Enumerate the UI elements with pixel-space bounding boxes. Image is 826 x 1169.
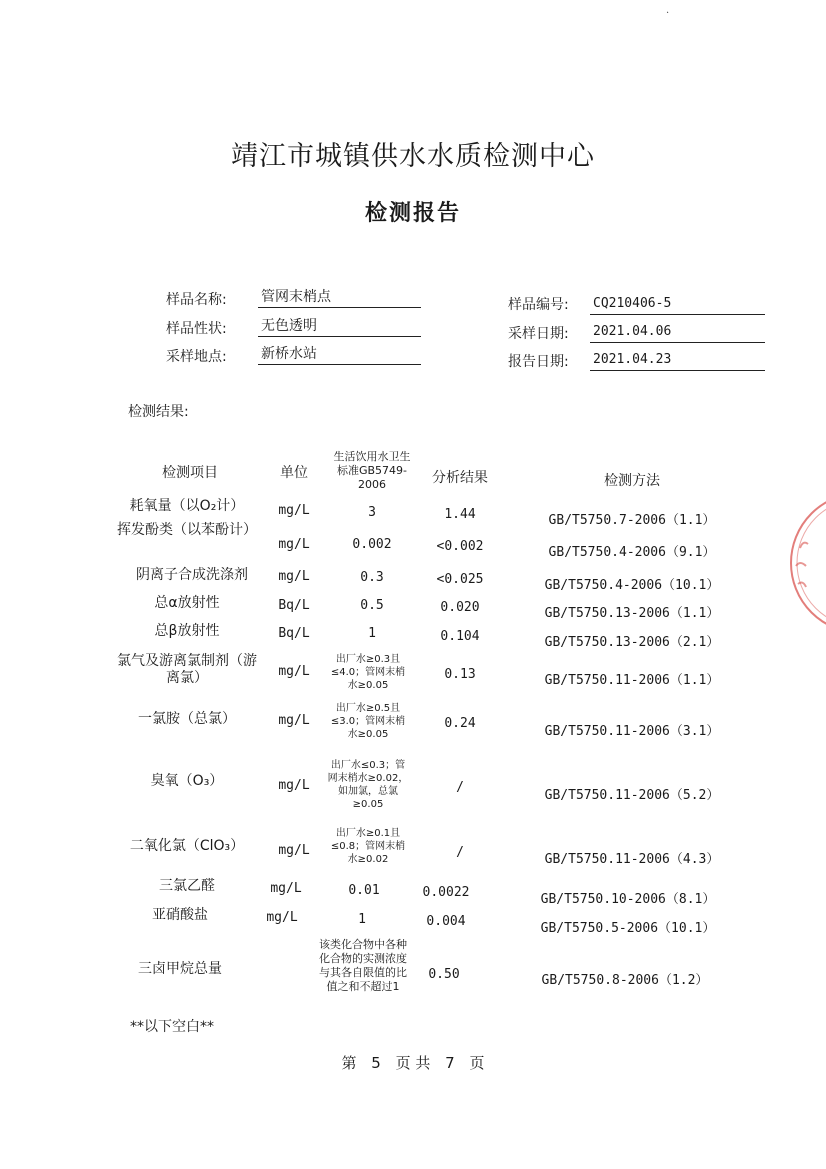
result-cell: 0.50 <box>428 967 460 982</box>
standard-cell: 出厂水≤0.3；管网末梢水≥0.02，如加氯，总氯≥0.05 <box>327 760 409 810</box>
result-cell: <0.025 <box>436 572 484 587</box>
standard-cell: 0.01 <box>348 883 380 898</box>
header-standard: 生活饮用水卫生标准GB5749-2006 <box>333 450 411 491</box>
standard-cell: 1 <box>358 912 366 927</box>
method-cell: GB/T5750.13-2006（1.1） <box>544 606 720 621</box>
method-cell: GB/T5750.4-2006（9.1） <box>548 545 716 560</box>
unit-cell: mg/L <box>278 569 310 584</box>
item-cell: 三卤甲烷总量 <box>138 961 222 977</box>
method-cell: GB/T5750.8-2006（1.2） <box>541 973 709 988</box>
result-cell: 0.13 <box>444 667 476 682</box>
unit-cell: mg/L <box>278 778 310 793</box>
header-result: 分析结果 <box>432 470 488 486</box>
item-cell: 总β放射性 <box>154 623 220 639</box>
item-cell: 总α放射性 <box>154 595 220 611</box>
page-total: 7 <box>445 1054 455 1072</box>
item-cell: 阴离子合成洗涤剂 <box>136 567 248 583</box>
header-method: 检测方法 <box>604 473 660 489</box>
result-cell: 1.44 <box>444 507 476 522</box>
unit-cell: mg/L <box>278 843 310 858</box>
sampling-date-value: 2021.04.06 <box>590 322 765 343</box>
item-cell: 亚硝酸盐 <box>152 907 208 923</box>
blank-below-note: **以下空白** <box>130 1019 214 1035</box>
item-cell: 三氯乙醛 <box>159 878 215 894</box>
unit-cell: mg/L <box>278 503 310 518</box>
unit-cell: mg/L <box>278 664 310 679</box>
sampling-date-label: 采样日期: <box>508 326 569 342</box>
method-cell: GB/T5750.5-2006（10.1） <box>540 921 716 936</box>
page-middle: 页 共 <box>395 1054 431 1072</box>
report-title: 检测报告 <box>364 201 461 226</box>
scan-mark: · <box>666 8 670 19</box>
method-cell: GB/T5750.13-2006（2.1） <box>544 635 720 650</box>
unit-cell: mg/L <box>266 910 298 925</box>
item-cell: 挥发酚类（以苯酚计） <box>117 522 257 538</box>
item-cell: 二氧化氯（ClO₃） <box>129 838 245 854</box>
sample-no-value: CQ210406-5 <box>590 294 765 315</box>
method-cell: GB/T5750.7-2006（1.1） <box>548 513 716 528</box>
unit-cell: Bq/L <box>278 626 310 641</box>
results-label: 检测结果: <box>128 404 189 420</box>
unit-cell: mg/L <box>270 881 302 896</box>
standard-cell: 0.5 <box>360 598 384 613</box>
item-cell: 氯气及游离氯制剂（游离氯） <box>117 653 257 686</box>
method-cell: GB/T5750.11-2006（1.1） <box>544 673 720 688</box>
method-cell: GB/T5750.11-2006（4.3） <box>544 852 720 867</box>
method-cell: GB/T5750.11-2006（3.1） <box>544 724 720 739</box>
sample-name-value: 管网末梢点 <box>258 287 421 308</box>
item-cell: 一氯胺（总氯） <box>138 711 236 727</box>
unit-cell: mg/L <box>278 537 310 552</box>
method-cell: GB/T5750.11-2006（5.2） <box>544 788 720 803</box>
standard-cell: 0.002 <box>352 537 392 552</box>
page-current: 5 <box>371 1054 381 1072</box>
location-value: 新桥水站 <box>258 344 421 365</box>
location-label: 采样地点: <box>166 349 227 365</box>
standard-cell: 0.3 <box>360 570 384 585</box>
result-cell: / <box>456 780 464 795</box>
standard-cell: 该类化合物中各种化合物的实测浓度与其各自限值的比值之和不超过1 <box>319 938 407 993</box>
result-cell: 0.004 <box>426 914 466 929</box>
standard-cell: 3 <box>368 505 376 520</box>
item-cell: 耗氧量（以O₂计） <box>129 498 245 514</box>
result-cell: 0.0022 <box>422 885 470 900</box>
result-cell: 0.104 <box>440 629 480 644</box>
result-cell: <0.002 <box>436 539 484 554</box>
seal-stamp-icon <box>786 488 826 638</box>
result-cell: 0.020 <box>440 600 480 615</box>
method-cell: GB/T5750.10-2006（8.1） <box>540 892 716 907</box>
report-date-label: 报告日期: <box>508 354 569 370</box>
standard-cell: 出厂水≥0.3且≤4.0；管网末梢水≥0.05 <box>330 654 406 691</box>
sample-state-label: 样品性状: <box>166 321 227 337</box>
sample-name-label: 样品名称: <box>166 292 227 308</box>
result-cell: / <box>456 845 464 860</box>
result-cell: 0.24 <box>444 716 476 731</box>
method-cell: GB/T5750.4-2006（10.1） <box>544 578 720 593</box>
standard-cell: 出厂水≥0.1且≤0.8；管网末梢水≥0.02 <box>330 828 406 865</box>
report-date-value: 2021.04.23 <box>590 350 765 371</box>
page-suffix: 页 <box>469 1054 485 1072</box>
standard-cell: 出厂水≥0.5且≤3.0；管网末梢水≥0.05 <box>330 703 406 740</box>
sample-no-label: 样品编号: <box>508 297 569 313</box>
page-prefix: 第 <box>341 1054 357 1072</box>
unit-cell: mg/L <box>278 713 310 728</box>
item-cell: 臭氧（O₃） <box>150 773 224 789</box>
organization-title: 靖江市城镇供水水质检测中心 <box>231 141 595 172</box>
page-number <box>0 1052 826 1073</box>
unit-cell: Bq/L <box>278 598 310 613</box>
standard-cell: 1 <box>368 626 376 641</box>
sample-state-value: 无色透明 <box>258 316 421 337</box>
header-unit: 单位 <box>280 465 308 481</box>
header-item: 检测项目 <box>162 465 218 481</box>
